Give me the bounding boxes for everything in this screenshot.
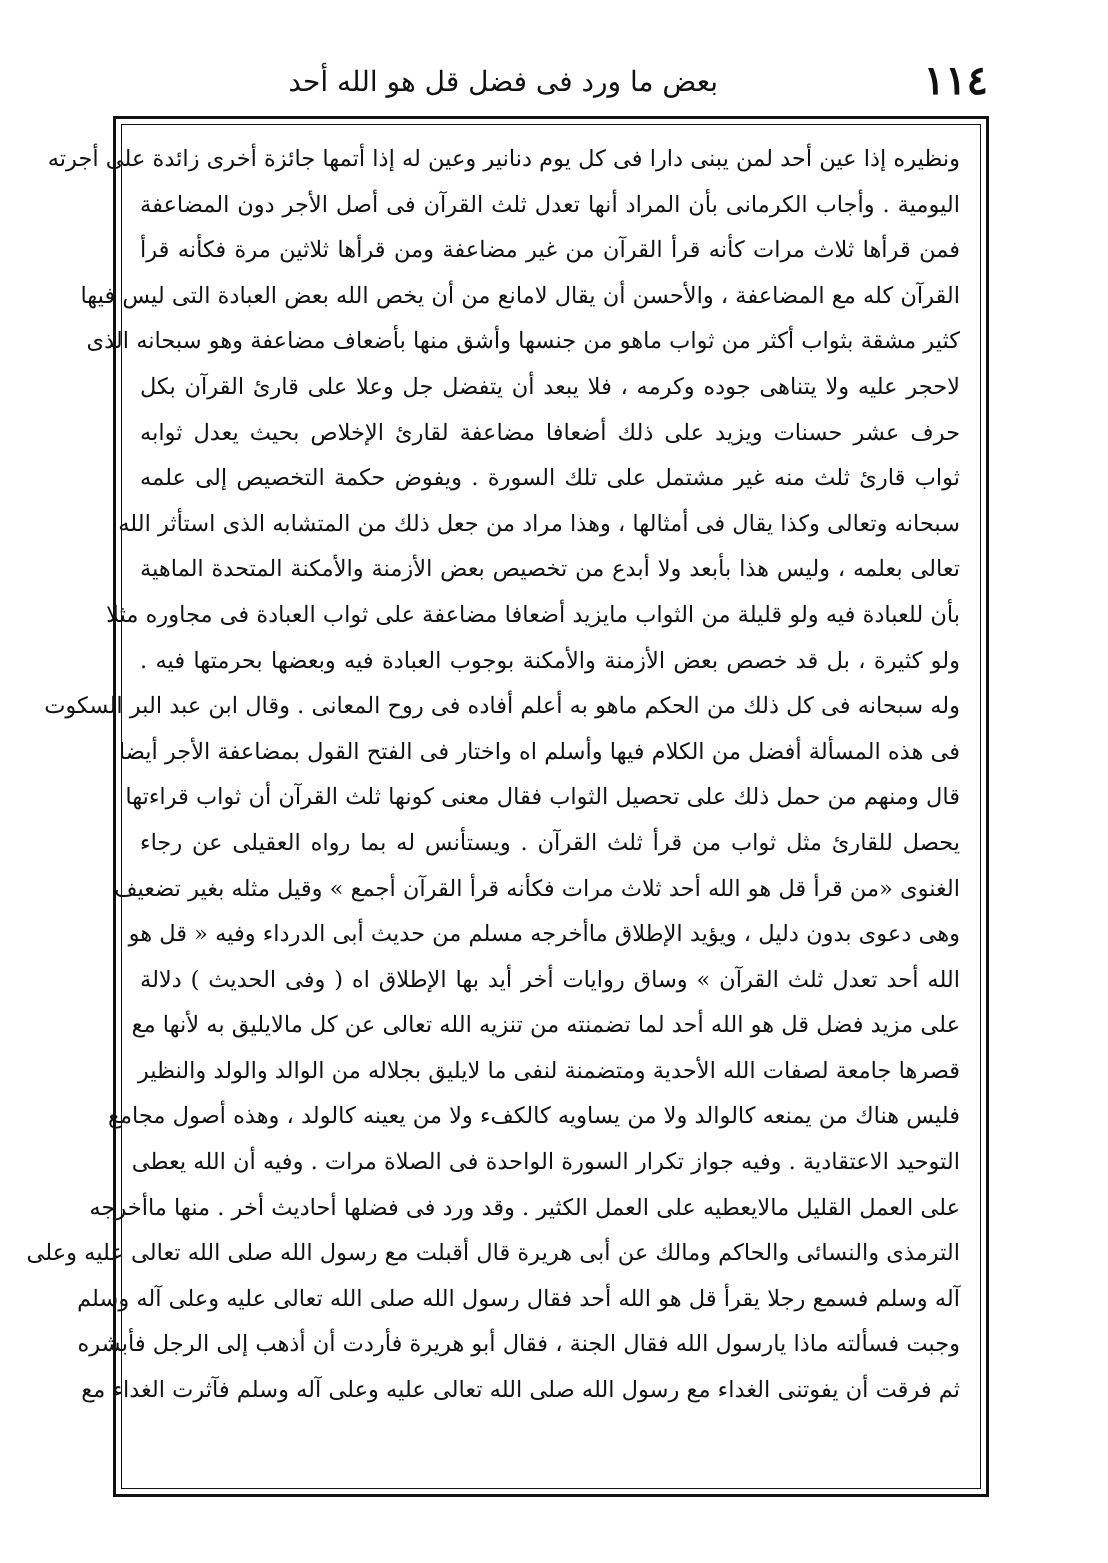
text-line: الغنوى «من قرأ قل هو الله أحد ثلاث مرات فكأنه قرأ القرآن أجمع » وقيل مثله بغير تضعيف [114, 875, 960, 902]
text-line: الله أحد تعدل ثلث القرآن » وساق روايات أخر أيد بها الإطلاق اه ( وفى الحديث ) دلالة [140, 966, 960, 993]
text-line: آله وسلم فسمع رجلا يقرأ قل هو الله أحد فقال رسول الله صلى الله تعالى عليه وعلى آله وسلم [77, 1285, 960, 1312]
text-line: فى هذه المسألة أفضل من الكلام فيها وأسلم اه واختار فى الفتح القول بمضاعفة الأجر أيضا [118, 738, 960, 765]
text-line: وجبت فسألته ماذا يارسول الله فقال الجنة ، فقال أبو هريرة فأردت أن أذهب إلى الرجل فأبشره [77, 1331, 960, 1358]
text-line: اليومية . وأجاب الكرمانى بأن المراد أنها تعدل ثلث القرآن فى أصل الأجر دون المضاعفة [140, 191, 960, 218]
text-line: فمن قرأها ثلاث مرات كأنه قرأ القرآن من غير مضاعفة ومن قرأها ثلاثين مرة فكأنه قرأ [140, 237, 960, 264]
text-line: قال ومنهم من حمل ذلك على تحصيل الثواب فقال معنى كونها ثلث القرآن أن ثواب قراءتها [125, 784, 960, 811]
text-line: وهى دعوى بدون دليل ، ويؤيد الإطلاق ماأخرجه مسلم من حديث أبى الدرداء وفيه « قل هو [128, 921, 960, 948]
text-line: التوحيد الاعتقادية . وفيه جواز تكرار السورة الواحدة فى الصلاة مرات . وفيه أن الله يعطى [131, 1149, 960, 1176]
running-title: بعض ما ورد فى فضل قل هو الله أحد [288, 65, 718, 98]
text-line: تعالى بعلمه ، وليس هذا بأبعد ولا أبدع من تخصيص بعض الأزمنة والأمكنة المتحدة الماهية [140, 556, 960, 583]
text-line: سبحانه وتعالى وكذا يقال فى أمثالها ، وهذا مراد من جعل ذلك من المتشابه الذى استأثر الله [118, 510, 960, 537]
text-frame [26, 116, 989, 1497]
text-line: ثم فرقت أن يفوتنى الغداء مع رسول الله صلى الله تعالى عليه وعلى آله وسلم فآثرت الغداء مع [81, 1377, 960, 1404]
text-line: بأن للعبادة فيه ولو قليلة من الثواب مايزيد أضعافا مضاعفة على ثواب العبادة فى مجاوره مثلا [106, 601, 960, 628]
text-line: ولو كثيرة ، بل قد خصص بعض الأزمنة والأمكنة بوجوب العبادة فيه وبعضها بحرمتها فيه . [140, 647, 960, 674]
text-line: على العمل القليل مالايعطيه على العمل الكثير . وقد ورد فى فضلها أحاديث أخر . منها ماأخرجه [89, 1194, 960, 1221]
text-line: على مزيد فضل قل هو الله أحد لما تضمنته من تنزيه الله تعالى عن كل مالايليق به لأنها مع [131, 1012, 960, 1039]
text-line: يحصل للقارئ مثل ثواب من قرأ ثلث القرآن . ويستأنس له بما رواه العقيلى عن رجاء [140, 829, 960, 856]
text-line: القرآن كله مع المضاعفة ، والأحسن أن يقال لامانع من أن يخص الله بعض العبادة التى ليس فيها [80, 282, 960, 309]
page-number: ١١٤ [923, 57, 988, 104]
text-line: فليس هناك من يمنعه كالوالد ولا من يساويه كالكفء ولا من يعينه كالولد ، وهذه أصول مجامع [108, 1103, 960, 1130]
text-body [26, 137, 960, 1414]
text-line: لاحجر عليه ولا يتناهى جوده وكرمه ، فلا يبعد أن يتفضل جل وعلا على قارئ القرآن بكل [140, 373, 960, 400]
text-line: قصرها جامعة لصفات الله الأحدية ومتضمنة لنفى ما لايليق بجلاله من الوالد والولد والنظير [137, 1057, 960, 1084]
text-line: الترمذى والنسائى والحاكم ومالك عن أبى هريرة قال أقبلت مع رسول الله صلى الله تعالى عليه وعلى [26, 1240, 960, 1267]
text-line: حرف عشر حسنات ويزيد على ذلك أضعافا مضاعفة لقارئ الإخلاص بحيث يعدل ثوابه [140, 419, 960, 446]
text-line: ثواب قارئ ثلث منه غير مشتمل على تلك السورة . ويفوض حكمة التخصيص إلى علمه [140, 465, 960, 492]
text-line: وله سبحانه فى كل ذلك من الحكم ماهو به أعلم أفاده فى روح المعانى . وقال ابن عبد البر السكوت [44, 693, 960, 720]
page-header [120, 58, 988, 110]
text-line: كثير مشقة بثواب أكثر من ثواب ماهو من جنسها وأشق منها بأضعاف مضاعفة وهو سبحانه الذى [86, 328, 960, 355]
text-line: ونظيره إذا عين أحد لمن يبنى دارا فى كل يوم دنانير وعين له إذا أتمها جائزة أخرى زائدة على أجرته [47, 146, 960, 172]
